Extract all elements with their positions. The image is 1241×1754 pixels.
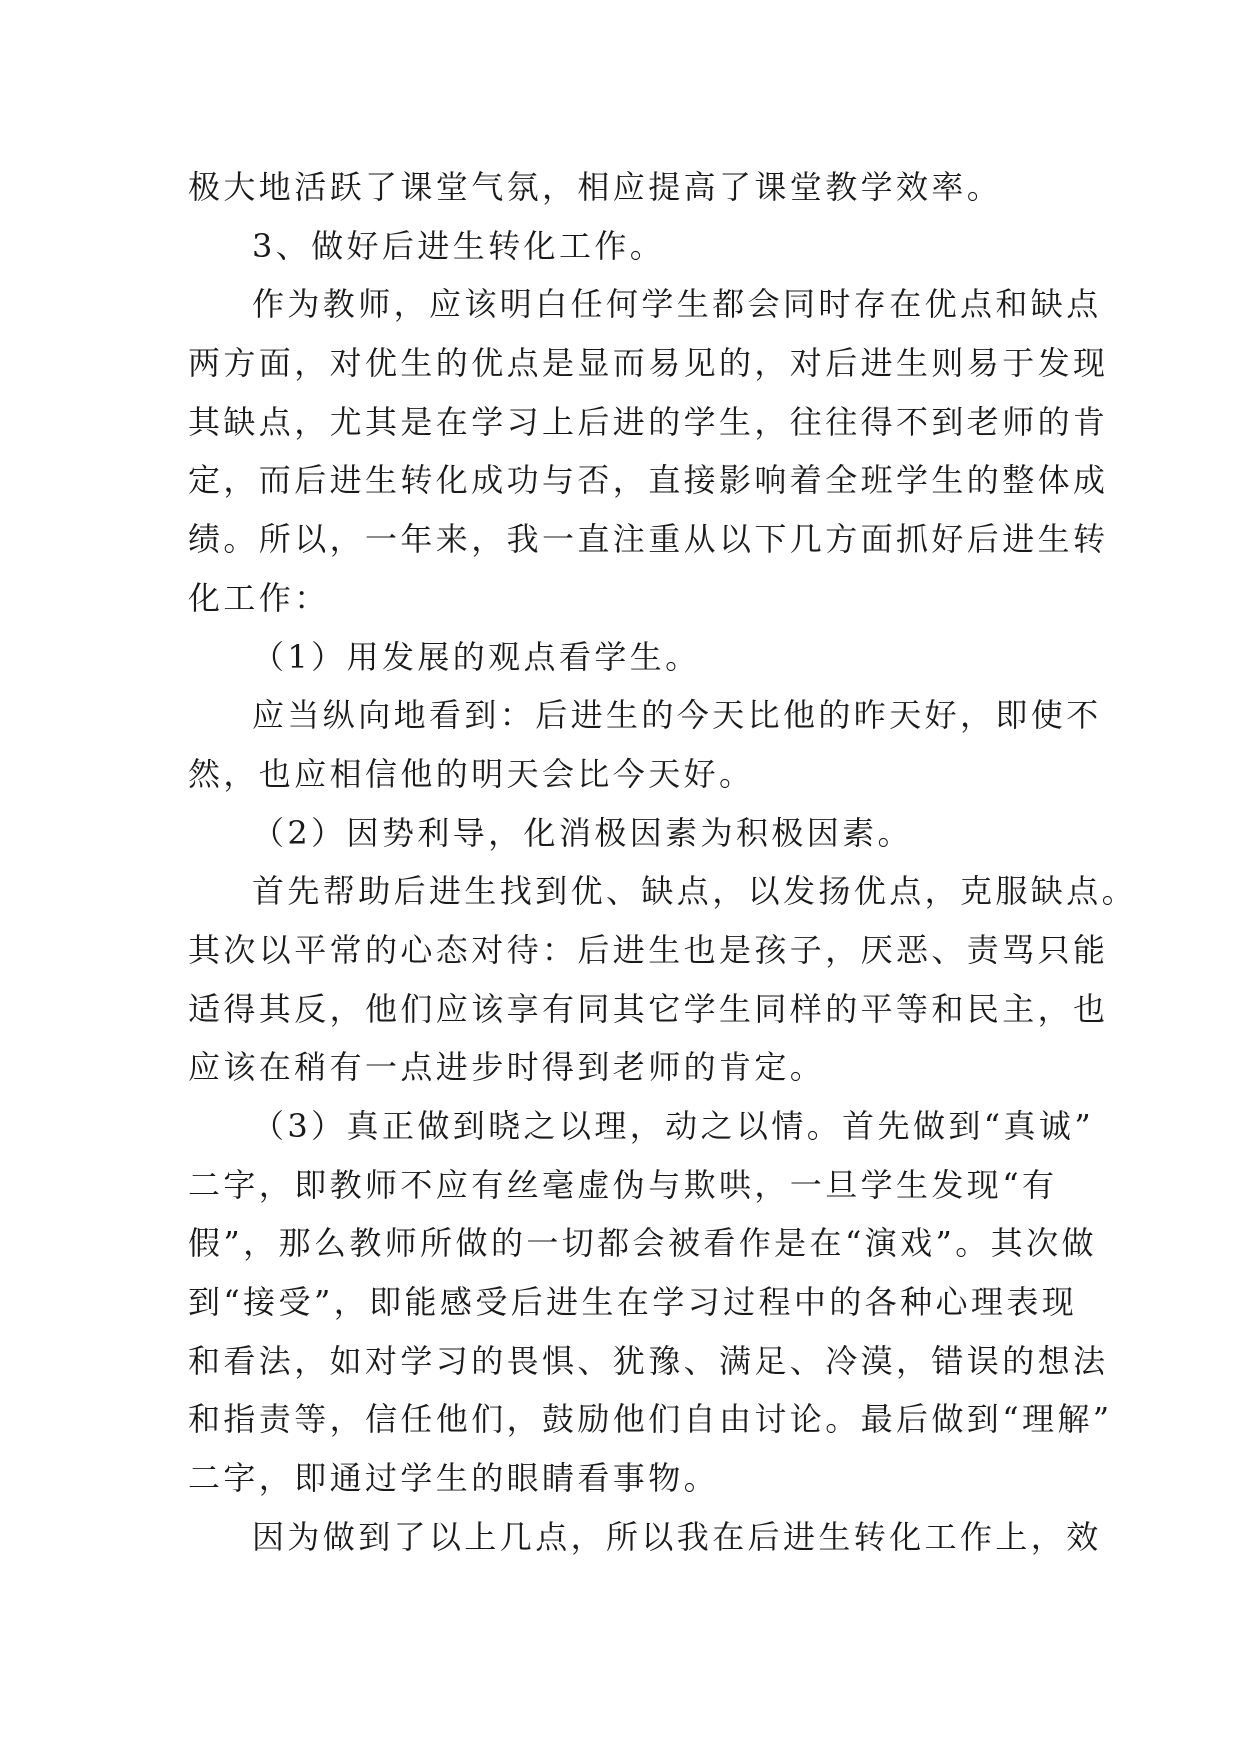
text-line: 首先帮助后进生找到优、缺点，以发扬优点，克服缺点。 bbox=[252, 872, 1138, 911]
text-line: 化工作： bbox=[188, 578, 330, 617]
text-line: 应当纵向地看到：后进生的今天比他的昨天好，即使不 bbox=[252, 696, 1102, 735]
text-line: 和指责等，信任他们，鼓励他们自由讨论。最后做到“理解” bbox=[188, 1400, 1113, 1439]
text-line: 二字，即教师不应有丝毫虚伪与欺哄，一旦学生发现“有 bbox=[188, 1165, 1058, 1204]
text-line: 绩。所以，一年来，我一直注重从以下几方面抓好后进生转 bbox=[188, 520, 1109, 559]
text-line: 应该在稍有一点进步时得到老师的肯定。 bbox=[188, 1048, 826, 1087]
text-line: 然，也应相信他的明天会比今天好。 bbox=[188, 754, 755, 793]
body-text bbox=[188, 158, 1138, 1567]
text-line: 因为做到了以上几点，所以我在后进生转化工作上，效 bbox=[252, 1517, 1102, 1556]
text-line: 其缺点，尤其是在学习上后进的学生，往往得不到老师的肯 bbox=[188, 402, 1109, 441]
text-line: 假”，那么教师所做的一切都会被看作是在“演戏”。其次做 bbox=[188, 1224, 1097, 1263]
text-line: 定，而后进生转化成功与否，直接影响着全班学生的整体成 bbox=[188, 461, 1109, 500]
text-line: （1）用发展的观点看学生。 bbox=[252, 637, 701, 676]
text-line: 极大地活跃了课堂气氛，相应提高了课堂教学效率。 bbox=[188, 168, 1003, 206]
text-line: 两方面，对优生的优点是显而易见的，对后进生则易于发现 bbox=[188, 344, 1109, 383]
text-line: 适得其反，他们应该享有同其它学生同样的平等和民主，也 bbox=[188, 989, 1109, 1028]
text-line: 其次以平常的心态对待：后进生也是孩子，厌恶、责骂只能 bbox=[188, 930, 1109, 969]
text-line: 和看法，如对学习的畏惧、犹豫、满足、冷漠，错误的想法 bbox=[188, 1341, 1109, 1380]
text-line: 到“接受”，即能感受后进生在学习过程中的各种心理表现 bbox=[188, 1283, 1078, 1322]
text-line: （3）真正做到晓之以理，动之以情。首先做到“真诚” bbox=[252, 1107, 1095, 1145]
text-line: 二字，即通过学生的眼睛看事物。 bbox=[188, 1459, 720, 1498]
text-line: （2）因势利导，化消极因素为积极因素。 bbox=[252, 813, 913, 852]
text-line: 3、做好后进生转化工作。 bbox=[252, 226, 666, 265]
text-line: 作为教师，应该明白任何学生都会同时存在优点和缺点 bbox=[252, 285, 1102, 324]
